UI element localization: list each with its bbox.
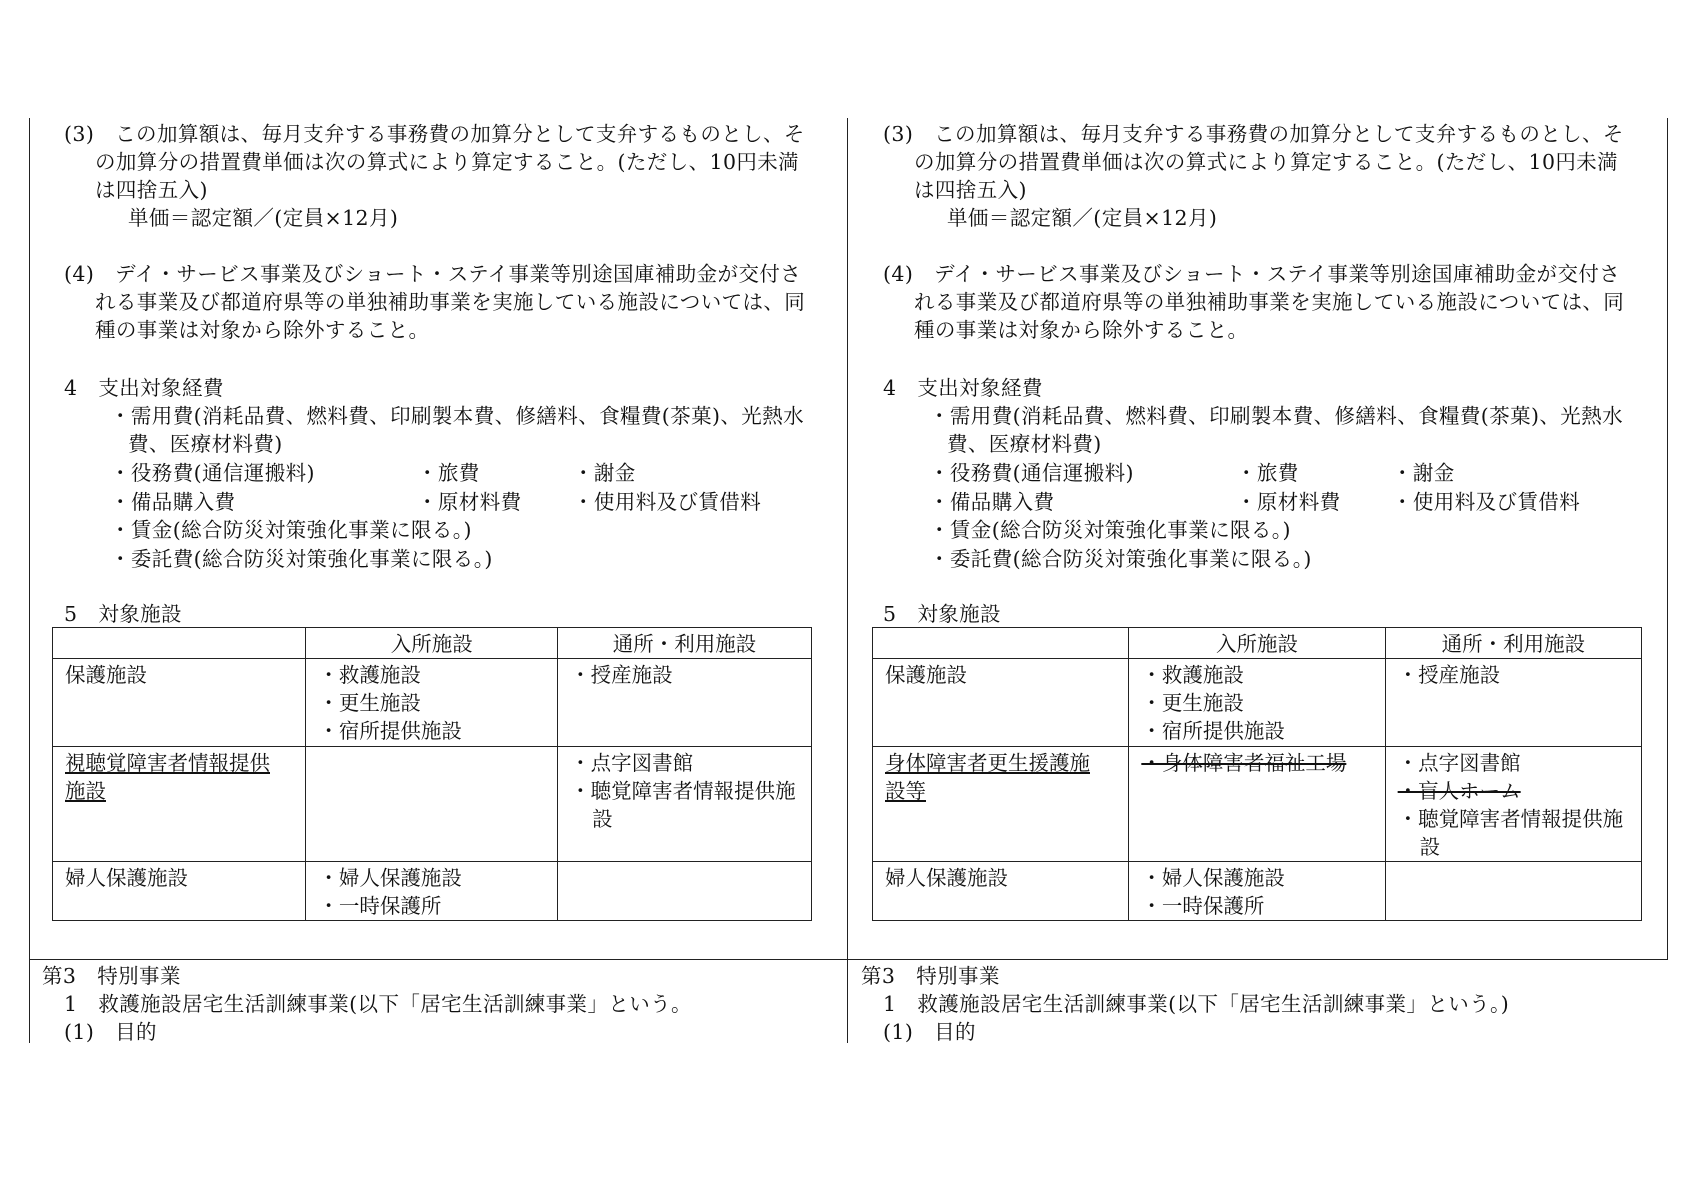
sec4-line3b: ・原材料費 <box>417 490 522 514</box>
table-header-daycare: 通所・利用施設 <box>1385 628 1641 659</box>
row-disability-residential: ・身体障害者福祉工場 <box>1129 747 1385 862</box>
item3-formula: 単価＝認定額／(定員×12月) <box>128 206 399 230</box>
facility-table <box>872 627 1642 921</box>
item3-line2: の加算分の措置費単価は次の算式により算定すること。(ただし、10円未満 <box>914 150 1619 174</box>
row-women-residential: ・婦人保護施設 ・一時保護所 <box>1129 862 1385 921</box>
footer-heading3: (1) 目的 <box>883 1020 976 1044</box>
sec4-line1: ・需用費(消耗品費、燃料費、印刷製本費、修繕料、食糧費(茶菓)、光熱水 <box>929 404 1623 428</box>
sec5-heading: 5 対象施設 <box>883 602 1001 626</box>
item3-line2: の加算分の措置費単価は次の算式により算定すること。(ただし、10円未満 <box>95 150 800 174</box>
item4-line2: れる事業及び都道府県等の単独補助事業を実施している施設については、同 <box>914 290 1625 314</box>
table-header-empty <box>873 628 1129 659</box>
sec4-line2a: ・役務費(通信運搬料) <box>110 461 315 485</box>
sec4-heading: 4 支出対象経費 <box>64 376 224 400</box>
table-header-residential: 入所施設 <box>306 628 558 659</box>
sec4-line3c: ・使用料及び賃借料 <box>573 490 762 514</box>
footer-heading1: 第3 特別事業 <box>861 964 1000 988</box>
footer-heading2: 1 救護施設居宅生活訓練事業(以下「居宅生活訓練事業」という。 <box>64 992 692 1016</box>
item3-formula: 単価＝認定額／(定員×12月) <box>947 206 1218 230</box>
row-women-residential: ・婦人保護施設 ・一時保護所 <box>306 862 558 921</box>
row-protection-residential: ・救護施設 ・更生施設 ・宿所提供施設 <box>1129 659 1385 747</box>
item4-line3: 種の事業は対象から除外すること。 <box>914 318 1249 342</box>
footer-heading2: 1 救護施設居宅生活訓練事業(以下「居宅生活訓練事業」という。) <box>883 992 1510 1016</box>
sec4-line5: ・委託費(総合防災対策強化事業に限る。) <box>110 547 493 571</box>
sec4-line1b: 費、医療材料費) <box>947 432 1102 456</box>
sec4-line2b: ・旅費 <box>417 461 480 485</box>
section-divider <box>29 959 1668 960</box>
item4-line1: (4) デイ・サービス事業及びショート・ステイ事業等別途国庫補助金が交付さ <box>64 262 802 286</box>
sec4-line2b: ・旅費 <box>1236 461 1299 485</box>
right-border <box>1667 118 1668 960</box>
row-info-center-name: 視聴覚障害者情報提供 施設 <box>53 747 306 862</box>
sec4-line1: ・需用費(消耗品費、燃料費、印刷製本費、修繕料、食糧費(茶菓)、光熱水 <box>110 404 804 428</box>
item3-line1: (3) この加算額は、毎月支弁する事務費の加算分として支弁するものとし、そ <box>64 122 805 146</box>
row-info-center-daycare: ・点字図書館 ・聴覚障害者情報提供施 設 <box>558 747 812 862</box>
item3-line3: は四捨五入) <box>914 178 1027 202</box>
sec4-line3a: ・備品購入費 <box>929 490 1055 514</box>
row-protection-daycare: ・授産施設 <box>558 659 812 747</box>
left-border <box>29 118 30 1043</box>
row-women-name: 婦人保護施設 <box>53 862 306 921</box>
item4-line1: (4) デイ・サービス事業及びショート・ステイ事業等別途国庫補助金が交付さ <box>883 262 1621 286</box>
row-protection-daycare: ・授産施設 <box>1385 659 1641 747</box>
sec4-line5: ・委託費(総合防災対策強化事業に限る。) <box>929 547 1312 571</box>
sec4-line2c: ・謝金 <box>573 461 636 485</box>
sec5-heading: 5 対象施設 <box>64 602 182 626</box>
sec4-line1b: 費、医療材料費) <box>128 432 283 456</box>
sec4-line2c: ・謝金 <box>1392 461 1455 485</box>
sec4-line2a: ・役務費(通信運搬料) <box>929 461 1134 485</box>
row-protection-residential: ・救護施設 ・更生施設 ・宿所提供施設 <box>306 659 558 747</box>
sec4-line3c: ・使用料及び賃借料 <box>1392 490 1581 514</box>
sec4-line4: ・賃金(総合防災対策強化事業に限る。) <box>110 518 472 542</box>
sec4-line3b: ・原材料費 <box>1236 490 1341 514</box>
row-women-daycare <box>1385 862 1641 921</box>
row-info-center-residential <box>306 747 558 862</box>
center-divider <box>847 118 848 1043</box>
row-disability-daycare: ・点字図書館 ・盲人ホーム ・聴覚障害者情報提供施 設 <box>1385 747 1641 862</box>
sec4-heading: 4 支出対象経費 <box>883 376 1043 400</box>
item3-line3: は四捨五入) <box>95 178 208 202</box>
item4-line3: 種の事業は対象から除外すること。 <box>95 318 430 342</box>
item3-line1: (3) この加算額は、毎月支弁する事務費の加算分として支弁するものとし、そ <box>883 122 1624 146</box>
table-header-residential: 入所施設 <box>1129 628 1385 659</box>
row-women-daycare <box>558 862 812 921</box>
row-disability-name: 身体障害者更生援護施 設等 <box>873 747 1129 862</box>
sec4-line3a: ・備品購入費 <box>110 490 236 514</box>
item4-line2: れる事業及び都道府県等の単独補助事業を実施している施設については、同 <box>95 290 806 314</box>
sec4-line4: ・賃金(総合防災対策強化事業に限る。) <box>929 518 1291 542</box>
footer-heading1: 第3 特別事業 <box>42 964 181 988</box>
table-header-empty <box>53 628 306 659</box>
footer-heading3: (1) 目的 <box>64 1020 157 1044</box>
table-header-daycare: 通所・利用施設 <box>558 628 812 659</box>
row-protection-name: 保護施設 <box>873 659 1129 747</box>
row-women-name: 婦人保護施設 <box>873 862 1129 921</box>
facility-table <box>52 627 812 921</box>
row-protection-name: 保護施設 <box>53 659 306 747</box>
